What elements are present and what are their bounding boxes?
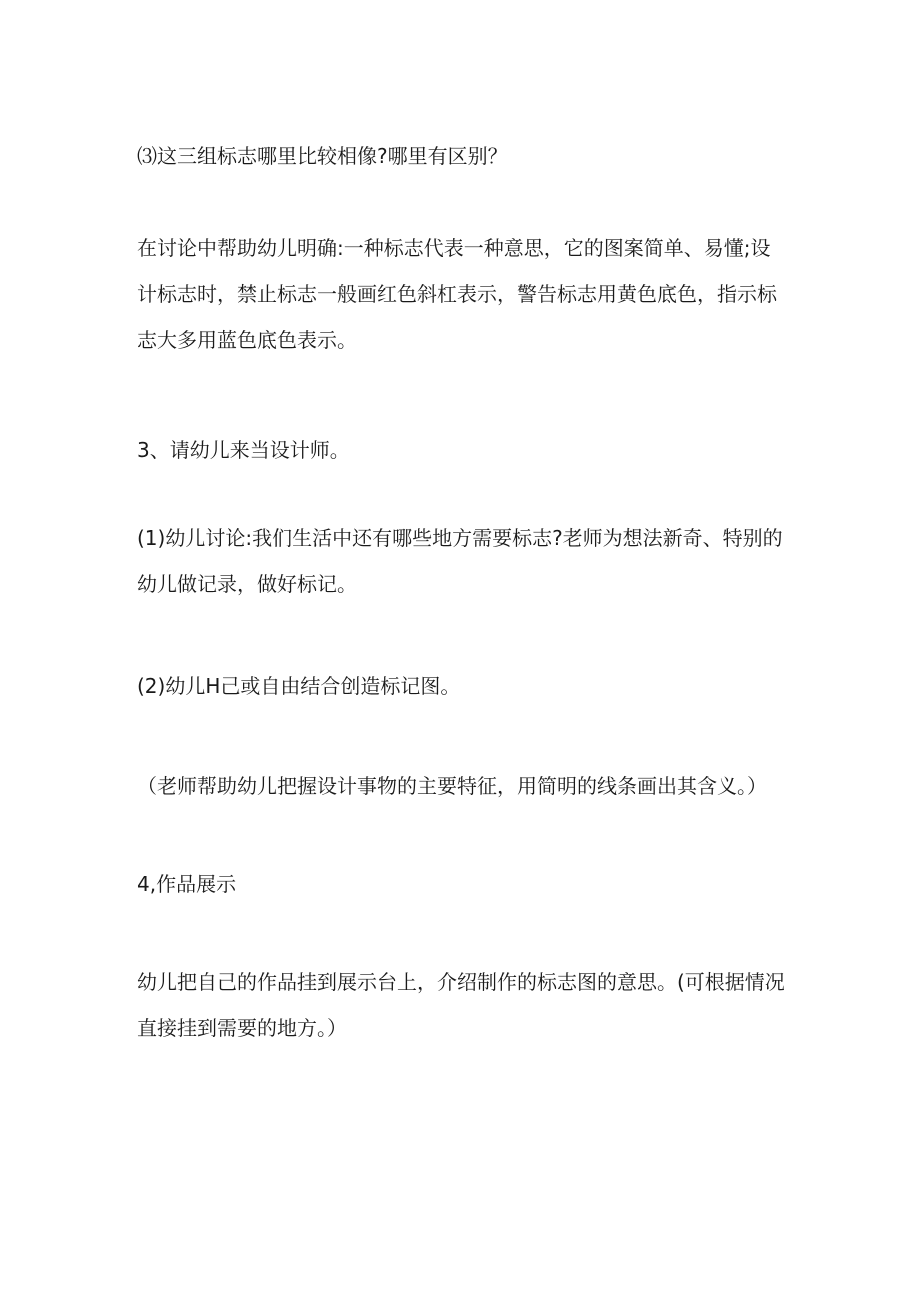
text-line: 幼儿做记录，做好标记。 <box>137 572 357 596</box>
text-line: 3、请幼儿来当设计师。 <box>137 438 350 462</box>
paragraph-teacher-note <box>137 763 797 809</box>
text-line: ⑶这三组标志哪里比较相像?哪里有区别？ <box>137 144 508 168</box>
paragraph-step-3-1 <box>137 515 797 607</box>
text-line: (2)幼儿H己或自由结合创造标记图。 <box>137 674 461 698</box>
text-line: 计标志时，禁止标志一般画红色斜杠表示，警告标志用黄色底色，指示标 <box>137 282 777 306</box>
heading-step-4 <box>137 861 797 907</box>
text-line: 在讨论中帮助幼儿明确:一种标志代表一种意思，它的图案简单、易懂;设 <box>137 236 771 260</box>
text-line: (1)幼儿讨论:我们生活中还有哪些地方需要标志?老师为想法新奇、特别的 <box>137 526 783 550</box>
paragraph-question-3 <box>137 133 797 179</box>
paragraph-discussion-summary <box>137 225 797 363</box>
text-line: 志大多用蓝色底色表示。 <box>137 328 357 352</box>
text-line: 幼儿把自己的作品挂到展示台上，介绍制作的标志图的意思。(可根据情况 <box>137 970 785 994</box>
text-line: 直接挂到需要的地方。） <box>137 1016 347 1040</box>
paragraph-step-3-2 <box>137 663 797 709</box>
text-line: （老师帮助幼儿把握设计事物的主要特征，用简明的线条画出其含义。） <box>137 774 767 798</box>
text-line: 4,作品展示 <box>137 872 237 896</box>
heading-step-3 <box>137 427 797 473</box>
paragraph-step-4-detail <box>137 959 797 1051</box>
